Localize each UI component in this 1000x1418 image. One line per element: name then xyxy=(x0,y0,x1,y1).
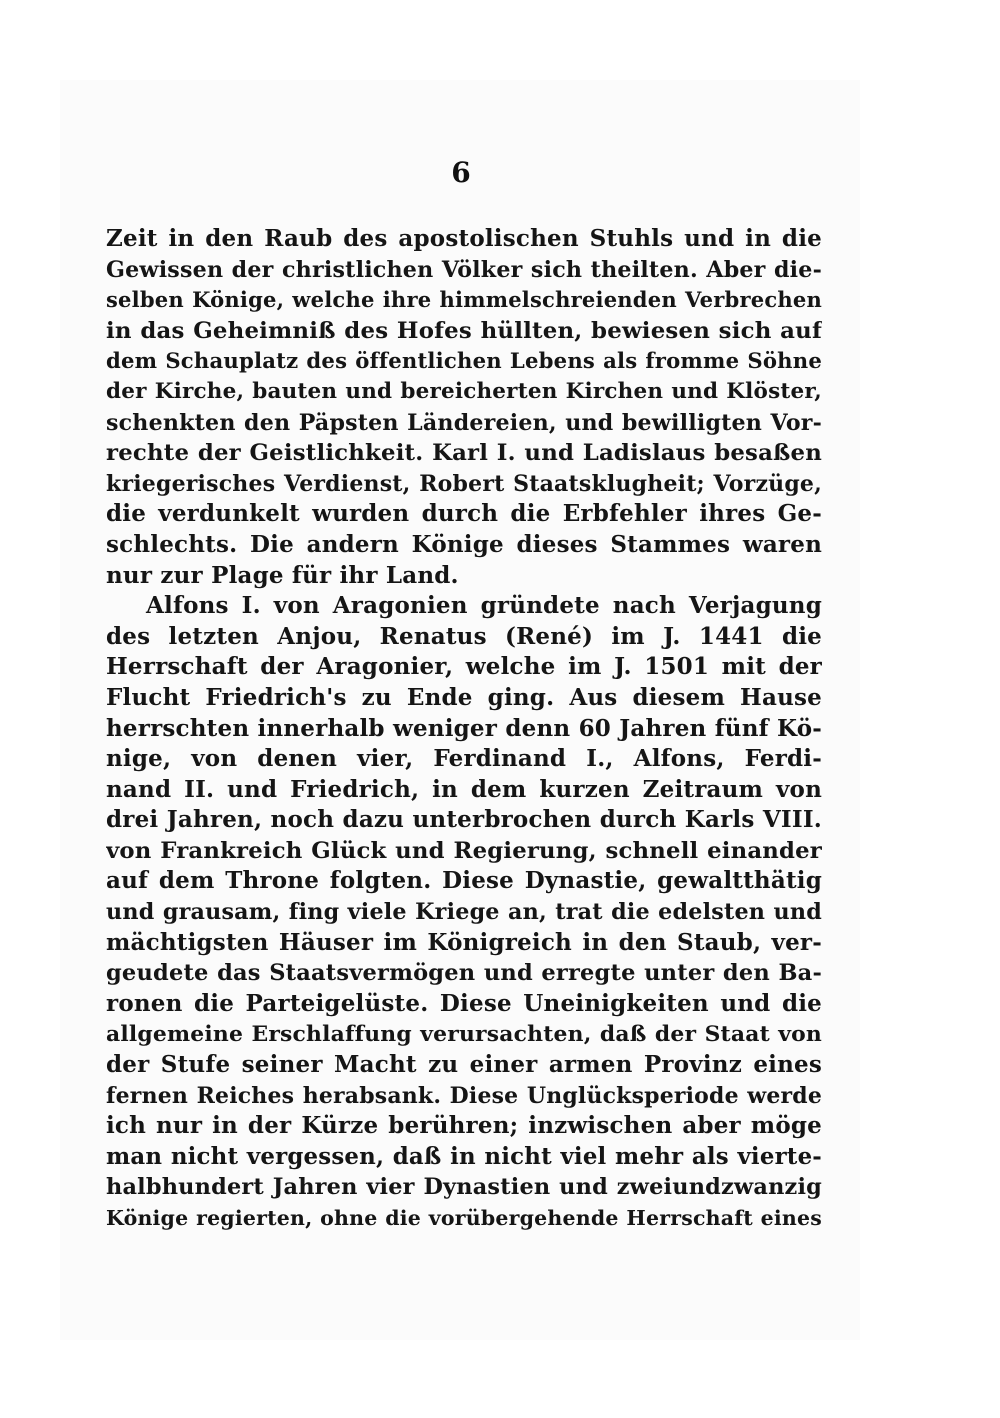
text-line: ich nur in der Kürze berühren; inzwischen aber möge xyxy=(106,1112,822,1140)
text-line-paragraph-end: nur zur Plage für ihr Land. xyxy=(106,561,459,589)
text-line-paragraph-start: Alfons I. von Aragonien gründete nach Verjagung xyxy=(146,592,822,620)
text-line: nand II. und Friedrich, in dem kurzen Zeitraum von xyxy=(106,775,822,803)
text-line: herrschten innerhalb weniger denn 60 Jahren fünf Kö- xyxy=(106,714,822,742)
text-line: ronen die Parteigelüste. Diese Uneinigkeiten und die xyxy=(106,989,822,1017)
text-line: auf dem Throne folgten. Diese Dynastie, gewaltthätig xyxy=(106,867,822,895)
text-line: Gewissen der christlichen Völker sich theilten. Aber die- xyxy=(106,256,822,283)
text-line: fernen Reiches herabsank. Diese Unglücksperiode werde xyxy=(106,1082,822,1109)
text-line: rechte der Geistlichkeit. Karl I. und Ladislaus besaßen xyxy=(106,440,822,467)
text-line: drei Jahren, noch dazu unterbrochen durch Karls VIII. xyxy=(106,806,822,834)
text-line: Zeit in den Raub des apostolischen Stuhls und in die xyxy=(106,225,822,252)
text-line: schlechts. Die andern Könige dieses Stammes waren xyxy=(106,530,822,558)
text-line: kriegerisches Verdienst, Robert Staatsklugheit; Vorzüge, xyxy=(106,470,822,497)
body-text xyxy=(106,224,822,1234)
text-line: halbhundert Jahren vier Dynastien und zweiundzwanzig xyxy=(106,1174,822,1201)
text-line: Herrschaft der Aragonier, welche im J. 1501 mit der xyxy=(106,653,822,681)
text-line: von Frankreich Glück und Regierung, schnell einander xyxy=(106,837,822,864)
text-line: der Kirche, bauten und bereicherten Kirchen und Klöster, xyxy=(106,378,822,404)
text-line: selben Könige, welche ihre himmelschreienden Verbrechen xyxy=(106,287,822,313)
text-line: Könige regierten, ohne die vorübergehende Herrschaft eines xyxy=(106,1206,822,1230)
text-line: mächtigsten Häuser im Königreich in den Staub, ver- xyxy=(106,928,822,956)
text-line: in das Geheimniß des Hofes hüllten, bewiesen sich auf xyxy=(106,317,822,344)
text-line: dem Schauplatz des öffentlichen Lebens als fromme Söhne xyxy=(106,348,822,374)
text-line: Flucht Friedrich's zu Ende ging. Aus diesem Hause xyxy=(106,683,822,711)
page-number: 6 xyxy=(451,156,471,189)
text-line: allgemeine Erschlaffung verursachten, daß der Staat von xyxy=(106,1021,822,1048)
text-line: des letzten Anjou, Renatus (René) im J. 1441 die xyxy=(106,622,822,650)
text-line: die verdunkelt wurden durch die Erbfehler ihres Ge- xyxy=(106,500,822,528)
text-line: nige, von denen vier, Ferdinand I., Alfons, Ferdi- xyxy=(106,745,822,773)
text-line: schenkten den Päpsten Ländereien, und bewilligten Vor- xyxy=(106,409,822,436)
text-line: man nicht vergessen, daß in nicht viel mehr als vierte- xyxy=(106,1143,822,1170)
text-line: der Stufe seiner Macht zu einer armen Provinz eines xyxy=(106,1051,822,1079)
text-line: geudete das Staatsvermögen und erregte unter den Ba- xyxy=(106,960,822,987)
text-line: und grausam, fing viele Kriege an, trat die edelsten und xyxy=(106,899,822,926)
